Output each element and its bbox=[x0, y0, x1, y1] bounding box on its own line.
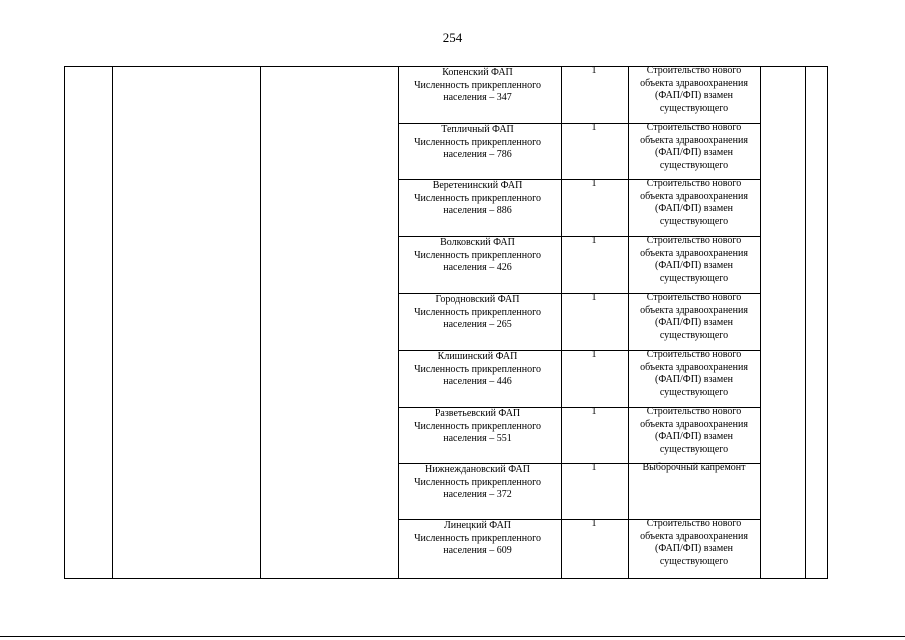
work-type-cell bbox=[629, 122, 759, 172]
population-value: населения – 372 bbox=[443, 489, 512, 500]
table-row bbox=[64, 350, 828, 407]
work-type-line: объекта здравоохранения bbox=[640, 77, 748, 89]
quantity-cell: 1 bbox=[591, 518, 597, 529]
work-type-line: (ФАП/ФП) взамен bbox=[654, 431, 733, 442]
work-type-line: Строительство нового bbox=[646, 65, 742, 76]
facility-cell bbox=[400, 351, 555, 389]
population-label: Численность прикрепленного bbox=[414, 476, 541, 488]
quantity-cell: 1 bbox=[591, 406, 597, 417]
work-type-line: объекта здравоохранения bbox=[640, 304, 748, 316]
work-type-line: (ФАП/ФП) взамен bbox=[654, 374, 733, 385]
work-type-line: объекта здравоохранения bbox=[640, 530, 748, 542]
work-type-line: (ФАП/ФП) взамен bbox=[654, 260, 733, 271]
work-type-line: существующего bbox=[659, 386, 729, 398]
facility-cell bbox=[400, 124, 555, 162]
work-type-line: (ФАП/ФП) взамен bbox=[654, 317, 733, 328]
work-type-line: существующего bbox=[659, 555, 729, 567]
work-type-line: Строительство нового bbox=[646, 292, 742, 303]
population-label: Численность прикрепленного bbox=[414, 136, 541, 148]
population-label: Численность прикрепленного bbox=[414, 532, 541, 544]
population-label: Численность прикрепленного bbox=[414, 79, 541, 91]
table-row bbox=[64, 463, 828, 520]
facility-cell bbox=[400, 180, 555, 218]
work-type-line: существующего bbox=[659, 329, 729, 341]
table-row bbox=[64, 179, 828, 236]
facility-cell bbox=[400, 294, 555, 332]
work-type-line: Выборочный капремонт bbox=[642, 462, 746, 473]
quantity-cell: 1 bbox=[591, 349, 597, 360]
work-type-cell bbox=[629, 235, 759, 285]
facilities-table bbox=[64, 66, 828, 579]
work-type-line: объекта здравоохранения bbox=[640, 247, 748, 259]
population-value: населения – 551 bbox=[443, 433, 512, 444]
work-type-line: существующего bbox=[659, 215, 729, 227]
table-row bbox=[64, 66, 828, 123]
population-label: Численность прикрепленного bbox=[414, 420, 541, 432]
work-type-line: существующего bbox=[659, 102, 729, 114]
work-type-cell bbox=[629, 518, 759, 568]
work-type-line: Строительство нового bbox=[646, 235, 742, 246]
quantity-cell: 1 bbox=[591, 178, 597, 189]
quantity-cell: 1 bbox=[591, 235, 597, 246]
facility-name: Нижнеждановский ФАП bbox=[425, 464, 530, 475]
facility-name: Тепличный ФАП bbox=[441, 124, 514, 135]
population-value: населения – 609 bbox=[443, 545, 512, 556]
facility-name: Копенский ФАП bbox=[442, 67, 513, 78]
facility-cell bbox=[400, 464, 555, 502]
population-label: Численность прикрепленного bbox=[414, 306, 541, 318]
quantity-cell: 1 bbox=[591, 462, 597, 473]
page-number: 254 bbox=[442, 30, 463, 45]
quantity-cell: 1 bbox=[591, 65, 597, 76]
page-bottom-edge bbox=[0, 636, 905, 637]
work-type-cell bbox=[629, 292, 759, 342]
work-type-line: существующего bbox=[659, 443, 729, 455]
population-value: населения – 426 bbox=[443, 262, 512, 273]
work-type-cell bbox=[629, 349, 759, 399]
work-type-line: (ФАП/ФП) взамен bbox=[654, 203, 733, 214]
facility-cell bbox=[400, 408, 555, 446]
facility-name: Линецкий ФАП bbox=[443, 520, 512, 531]
quantity-cell: 1 bbox=[591, 292, 597, 303]
work-type-line: Строительство нового bbox=[646, 349, 742, 360]
work-type-line: (ФАП/ФП) взамен bbox=[654, 147, 733, 158]
facility-name: Волковский ФАП bbox=[440, 237, 515, 248]
population-value: населения – 786 bbox=[443, 149, 512, 160]
work-type-cell bbox=[629, 178, 759, 228]
work-type-line: (ФАП/ФП) взамен bbox=[654, 90, 733, 101]
population-label: Численность прикрепленного bbox=[414, 249, 541, 261]
table-row bbox=[64, 123, 828, 180]
work-type-line: Строительство нового bbox=[646, 178, 742, 189]
quantity-cell: 1 bbox=[591, 122, 597, 133]
population-value: населения – 347 bbox=[443, 92, 512, 103]
work-type-line: существующего bbox=[659, 159, 729, 171]
work-type-line: объекта здравоохранения bbox=[640, 190, 748, 202]
work-type-line: Строительство нового bbox=[646, 406, 742, 417]
population-value: населения – 446 bbox=[443, 376, 512, 387]
work-type-cell bbox=[629, 462, 759, 475]
facility-name: Разветьевский ФАП bbox=[434, 408, 521, 419]
population-value: населения – 886 bbox=[443, 205, 512, 216]
population-value: населения – 265 bbox=[443, 319, 512, 330]
work-type-line: существующего bbox=[659, 272, 729, 284]
facility-name: Клишинский ФАП bbox=[437, 351, 518, 362]
facility-cell bbox=[400, 67, 555, 105]
population-label: Численность прикрепленного bbox=[414, 192, 541, 204]
population-label: Численность прикрепленного bbox=[414, 363, 541, 375]
work-type-cell bbox=[629, 406, 759, 456]
facility-name: Веретенинский ФАП bbox=[432, 180, 523, 191]
table-row bbox=[64, 236, 828, 293]
facility-cell bbox=[400, 520, 555, 558]
work-type-line: (ФАП/ФП) взамен bbox=[654, 543, 733, 554]
work-type-line: объекта здравоохранения bbox=[640, 134, 748, 146]
table-row bbox=[64, 293, 828, 350]
work-type-line: Строительство нового bbox=[646, 122, 742, 133]
work-type-cell bbox=[629, 65, 759, 115]
work-type-line: Строительство нового bbox=[646, 518, 742, 529]
facility-name: Городновский ФАП bbox=[435, 294, 520, 305]
table-row bbox=[64, 519, 828, 576]
facility-cell bbox=[400, 237, 555, 275]
work-type-line: объекта здравоохранения bbox=[640, 361, 748, 373]
table-bottom-border bbox=[64, 578, 828, 579]
work-type-line: объекта здравоохранения bbox=[640, 418, 748, 430]
table-row bbox=[64, 407, 828, 464]
